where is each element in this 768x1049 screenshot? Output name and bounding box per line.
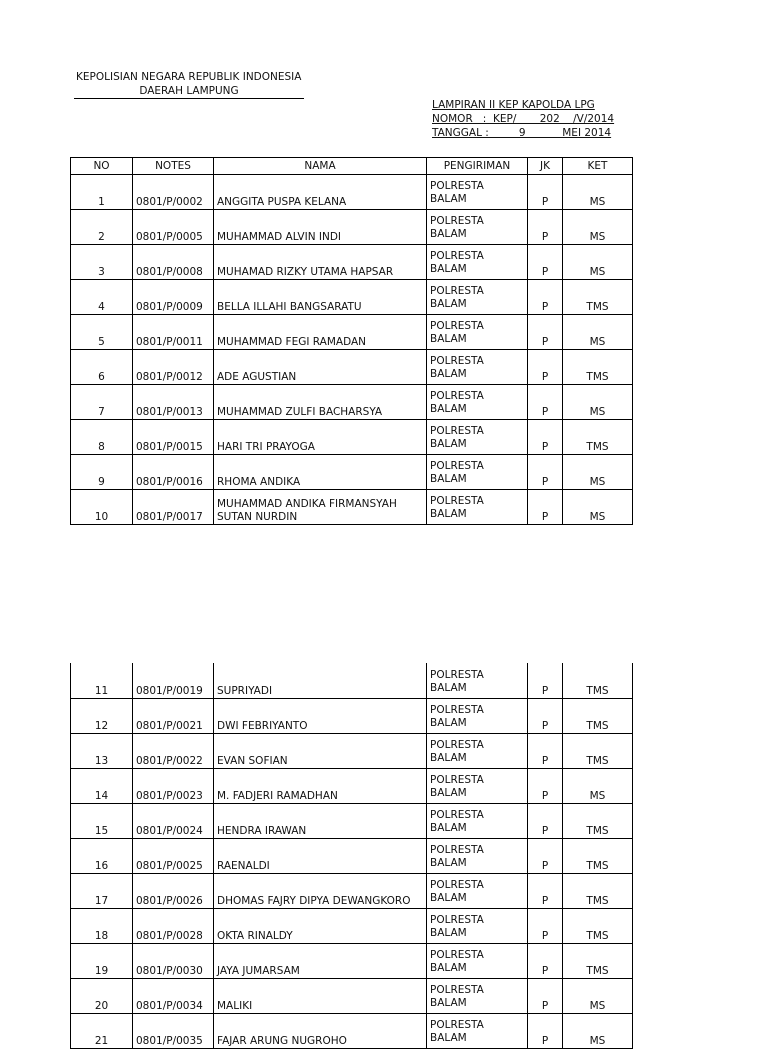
pengiriman-line1: POLRESTA: [430, 180, 484, 192]
cell-nama: MUHAMMAD ANDIKA FIRMANSYAH SUTAN NURDIN: [214, 490, 427, 525]
cell-ket: TMS: [563, 663, 633, 699]
cell-no: 19: [71, 944, 133, 979]
pengiriman-line1: POLRESTA: [430, 984, 484, 996]
pengiriman-line1: POLRESTA: [430, 1019, 484, 1031]
pengiriman-line1: POLRESTA: [430, 704, 484, 716]
cell-ket: TMS: [563, 909, 633, 944]
cell-jk: P: [528, 245, 563, 280]
cell-jk: P: [528, 734, 563, 769]
cell-ket: MS: [563, 245, 633, 280]
cell-ket: MS: [563, 315, 633, 350]
cell-no: 21: [71, 1014, 133, 1049]
cell-nama: BELLA ILLAHI BANGSARATU: [214, 280, 427, 315]
cell-jk: P: [528, 490, 563, 525]
tanggal-label: TANGGAL : 9 MEI 2014: [432, 127, 612, 139]
cell-nama: OKTA RINALDY: [214, 909, 427, 944]
pengiriman-line2: BALAM: [430, 997, 467, 1009]
cell-notes: 0801/P/0016: [133, 455, 214, 490]
pengiriman-line2: BALAM: [430, 333, 467, 345]
table-row: [71, 839, 633, 874]
pengiriman-line1: POLRESTA: [430, 879, 484, 891]
pengiriman-line1: POLRESTA: [430, 215, 484, 227]
pengiriman-line2: BALAM: [430, 822, 467, 834]
cell-ket: TMS: [563, 839, 633, 874]
cell-notes: 0801/P/0013: [133, 385, 214, 420]
cell-nama: ANGGITA PUSPA KELANA: [214, 175, 427, 210]
cell-notes: 0801/P/0008: [133, 245, 214, 280]
column-header-ket: KET: [563, 158, 633, 175]
pengiriman-line1: POLRESTA: [430, 774, 484, 786]
column-header-notes: NOTES: [133, 158, 214, 175]
table-row: [71, 804, 633, 839]
cell-pengiriman: [427, 175, 528, 210]
table-row: [71, 490, 633, 525]
cell-ket: MS: [563, 175, 633, 210]
cell-pengiriman: [427, 490, 528, 525]
pengiriman-line2: BALAM: [430, 717, 467, 729]
cell-nama: DWI FEBRIYANTO: [214, 699, 427, 734]
cell-no: 7: [71, 385, 133, 420]
column-header-pengiriman: PENGIRIMAN: [427, 158, 528, 175]
cell-notes: 0801/P/0021: [133, 699, 214, 734]
cell-no: 14: [71, 769, 133, 804]
cell-pengiriman: [427, 420, 528, 455]
cell-nama: MUHAMMAD ALVIN INDI: [214, 210, 427, 245]
cell-notes: 0801/P/0023: [133, 769, 214, 804]
table-header-row: [71, 158, 633, 175]
cell-notes: 0801/P/0030: [133, 944, 214, 979]
table-row: [71, 175, 633, 210]
participants-table-part2: [70, 663, 633, 1049]
cell-nama: RAENALDI: [214, 839, 427, 874]
pengiriman-line2: BALAM: [430, 368, 467, 380]
nomor-label: NOMOR : KEP/ 202 /V/2014: [432, 113, 615, 125]
cell-no: 12: [71, 699, 133, 734]
cell-pengiriman: [427, 663, 528, 699]
cell-nama: EVAN SOFIAN: [214, 734, 427, 769]
cell-pengiriman: [427, 874, 528, 909]
cell-notes: 0801/P/0034: [133, 979, 214, 1014]
cell-notes: 0801/P/0019: [133, 663, 214, 699]
cell-no: 8: [71, 420, 133, 455]
cell-pengiriman: [427, 699, 528, 734]
pengiriman-line1: POLRESTA: [430, 320, 484, 332]
cell-nama: SUPRIYADI: [214, 663, 427, 699]
pengiriman-line1: POLRESTA: [430, 495, 484, 507]
table-row: [71, 769, 633, 804]
cell-ket: TMS: [563, 874, 633, 909]
cell-jk: P: [528, 804, 563, 839]
pengiriman-line1: POLRESTA: [430, 425, 484, 437]
column-header-jk: JK: [528, 158, 563, 175]
cell-ket: TMS: [563, 699, 633, 734]
cell-notes: 0801/P/0017: [133, 490, 214, 525]
pengiriman-line2: BALAM: [430, 263, 467, 275]
document-header-left: [70, 70, 310, 99]
cell-pengiriman: [427, 280, 528, 315]
pengiriman-line2: BALAM: [430, 752, 467, 764]
cell-no: 18: [71, 909, 133, 944]
pengiriman-line1: POLRESTA: [430, 285, 484, 297]
table-row: [71, 280, 633, 315]
pengiriman-line2: BALAM: [430, 787, 467, 799]
cell-ket: MS: [563, 385, 633, 420]
cell-pengiriman: [427, 455, 528, 490]
cell-jk: P: [528, 350, 563, 385]
cell-notes: 0801/P/0022: [133, 734, 214, 769]
table-row: [71, 1014, 633, 1049]
cell-pengiriman: [427, 210, 528, 245]
cell-no: 11: [71, 663, 133, 699]
cell-nama: RHOMA ANDIKA: [214, 455, 427, 490]
table-row: [71, 315, 633, 350]
cell-jk: P: [528, 979, 563, 1014]
cell-ket: MS: [563, 1014, 633, 1049]
cell-pengiriman: [427, 350, 528, 385]
pengiriman-line2: BALAM: [430, 228, 467, 240]
table-row: [71, 420, 633, 455]
pengiriman-line1: POLRESTA: [430, 949, 484, 961]
pengiriman-line1: POLRESTA: [430, 668, 484, 681]
cell-pengiriman: [427, 839, 528, 874]
table-row: [71, 734, 633, 769]
pengiriman-line1: POLRESTA: [430, 809, 484, 821]
cell-ket: TMS: [563, 280, 633, 315]
cell-nama: M. FADJERI RAMADHAN: [214, 769, 427, 804]
cell-no: 16: [71, 839, 133, 874]
cell-no: 1: [71, 175, 133, 210]
pengiriman-line2: BALAM: [430, 857, 467, 869]
cell-jk: P: [528, 280, 563, 315]
cell-pengiriman: [427, 804, 528, 839]
column-header-nama: NAMA: [214, 158, 427, 175]
cell-jk: P: [528, 699, 563, 734]
table-row: [71, 944, 633, 979]
cell-nama: DHOMAS FAJRY DIPYA DEWANGKORO: [214, 874, 427, 909]
org-region: DAERAH LAMPUNG: [74, 84, 304, 99]
cell-notes: 0801/P/0005: [133, 210, 214, 245]
pengiriman-line2: BALAM: [430, 438, 467, 450]
cell-notes: 0801/P/0011: [133, 315, 214, 350]
pengiriman-line1: POLRESTA: [430, 739, 484, 751]
cell-no: 6: [71, 350, 133, 385]
cell-nama: HARI TRI PRAYOGA: [214, 420, 427, 455]
pengiriman-line2: BALAM: [430, 681, 467, 694]
cell-ket: TMS: [563, 734, 633, 769]
cell-jk: P: [528, 944, 563, 979]
cell-notes: 0801/P/0002: [133, 175, 214, 210]
cell-jk: P: [528, 210, 563, 245]
cell-nama: JAYA JUMARSAM: [214, 944, 427, 979]
cell-ket: TMS: [563, 420, 633, 455]
cell-no: 2: [71, 210, 133, 245]
cell-pengiriman: [427, 1014, 528, 1049]
table-row: [71, 909, 633, 944]
table-row: [71, 663, 633, 699]
lampiran-label: LAMPIRAN II KEP KAPOLDA LPG: [432, 99, 595, 111]
cell-ket: MS: [563, 455, 633, 490]
cell-notes: 0801/P/0024: [133, 804, 214, 839]
cell-jk: P: [528, 420, 563, 455]
pengiriman-line2: BALAM: [430, 508, 467, 520]
table-row: [71, 210, 633, 245]
table-row: [71, 699, 633, 734]
table-row: [71, 350, 633, 385]
document-header-right: [432, 98, 628, 140]
cell-no: 3: [71, 245, 133, 280]
cell-no: 17: [71, 874, 133, 909]
cell-nama: MALIKI: [214, 979, 427, 1014]
table-row: [71, 874, 633, 909]
cell-jk: P: [528, 839, 563, 874]
cell-pengiriman: [427, 245, 528, 280]
cell-notes: 0801/P/0009: [133, 280, 214, 315]
cell-nama: ADE AGUSTIAN: [214, 350, 427, 385]
pengiriman-line1: POLRESTA: [430, 355, 484, 367]
pengiriman-line2: BALAM: [430, 927, 467, 939]
cell-jk: P: [528, 874, 563, 909]
cell-pengiriman: [427, 769, 528, 804]
cell-no: 20: [71, 979, 133, 1014]
cell-nama: FAJAR ARUNG NUGROHO: [214, 1014, 427, 1049]
cell-ket: MS: [563, 769, 633, 804]
cell-jk: P: [528, 455, 563, 490]
cell-no: 9: [71, 455, 133, 490]
cell-notes: 0801/P/0035: [133, 1014, 214, 1049]
cell-notes: 0801/P/0015: [133, 420, 214, 455]
pengiriman-line2: BALAM: [430, 403, 467, 415]
cell-pengiriman: [427, 385, 528, 420]
table-row: [71, 455, 633, 490]
cell-notes: 0801/P/0028: [133, 909, 214, 944]
cell-no: 4: [71, 280, 133, 315]
cell-no: 15: [71, 804, 133, 839]
cell-nama: MUHAMAD RIZKY UTAMA HAPSAR: [214, 245, 427, 280]
cell-no: 5: [71, 315, 133, 350]
pengiriman-line1: POLRESTA: [430, 844, 484, 856]
cell-jk: P: [528, 909, 563, 944]
pengiriman-line2: BALAM: [430, 1032, 467, 1044]
cell-ket: MS: [563, 210, 633, 245]
cell-jk: P: [528, 769, 563, 804]
cell-ket: TMS: [563, 804, 633, 839]
cell-ket: TMS: [563, 350, 633, 385]
pengiriman-line2: BALAM: [430, 962, 467, 974]
participants-table-part1: [70, 157, 633, 525]
cell-nama: MUHAMMAD FEGI RAMADAN: [214, 315, 427, 350]
pengiriman-line2: BALAM: [430, 193, 467, 205]
pengiriman-line1: POLRESTA: [430, 250, 484, 262]
cell-ket: MS: [563, 490, 633, 525]
column-header-no: NO: [71, 158, 133, 175]
cell-notes: 0801/P/0012: [133, 350, 214, 385]
cell-no: 10: [71, 490, 133, 525]
cell-notes: 0801/P/0026: [133, 874, 214, 909]
cell-pengiriman: [427, 909, 528, 944]
cell-jk: P: [528, 175, 563, 210]
cell-ket: MS: [563, 979, 633, 1014]
cell-nama: HENDRA IRAWAN: [214, 804, 427, 839]
cell-pengiriman: [427, 315, 528, 350]
table-row: [71, 385, 633, 420]
cell-jk: P: [528, 663, 563, 699]
pengiriman-line1: POLRESTA: [430, 914, 484, 926]
org-name: KEPOLISIAN NEGARA REPUBLIK INDONESIA: [76, 71, 302, 83]
table-row: [71, 245, 633, 280]
cell-nama: MUHAMMAD ZULFI BACHARSYA: [214, 385, 427, 420]
pengiriman-line2: BALAM: [430, 892, 467, 904]
pengiriman-line1: POLRESTA: [430, 460, 484, 472]
cell-jk: P: [528, 315, 563, 350]
cell-jk: P: [528, 1014, 563, 1049]
pengiriman-line1: POLRESTA: [430, 390, 484, 402]
cell-pengiriman: [427, 734, 528, 769]
cell-notes: 0801/P/0025: [133, 839, 214, 874]
pengiriman-line2: BALAM: [430, 298, 467, 310]
pengiriman-line2: BALAM: [430, 473, 467, 485]
cell-pengiriman: [427, 944, 528, 979]
cell-no: 13: [71, 734, 133, 769]
table-row: [71, 979, 633, 1014]
cell-ket: TMS: [563, 944, 633, 979]
cell-jk: P: [528, 385, 563, 420]
cell-pengiriman: [427, 979, 528, 1014]
